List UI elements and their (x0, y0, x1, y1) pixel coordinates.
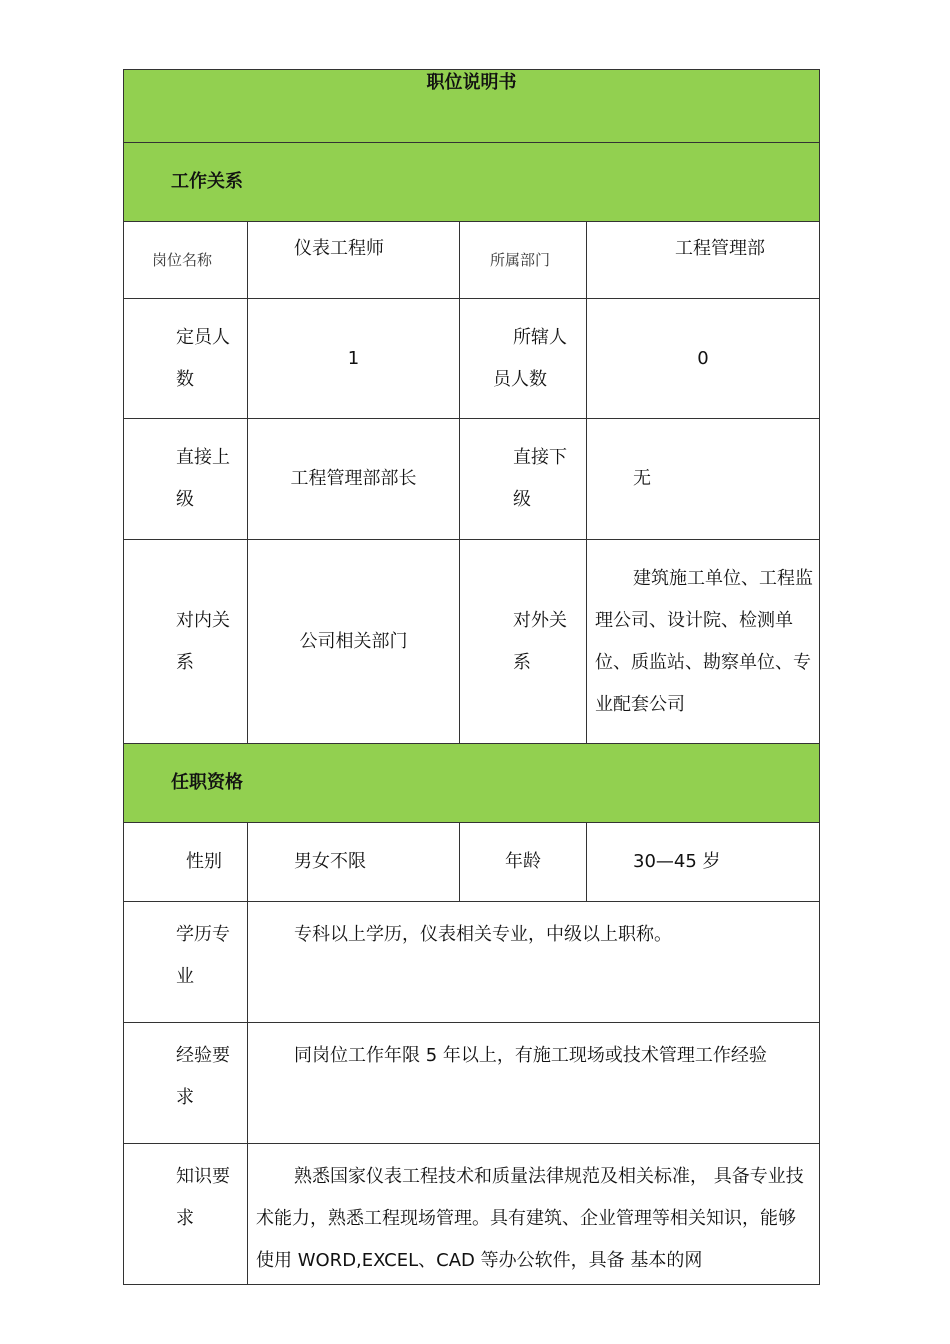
headcount-label: 定员人数 (124, 299, 248, 419)
experience-label: 经验要求 (124, 1023, 248, 1144)
document-title-cell (124, 70, 820, 143)
subordinates-value: 0 (587, 299, 820, 419)
knowledge-cell (248, 1144, 820, 1285)
external-relations-value: 建筑施工单位、工程监理公司、设计院、检测单位、质监站、勘察单位、专业配套公司 (595, 567, 813, 715)
gender-value: 男女不限 (248, 823, 460, 902)
education-value: 专科以上学历，仪表相关专业，中级以上职称。 (248, 902, 820, 1023)
document-title: 职位说明书 (426, 72, 517, 93)
knowledge-clip (256, 1156, 813, 1284)
job-description-table (123, 69, 820, 1285)
superior-label: 直接上级 (124, 419, 248, 540)
section-heading-work-relations: 工作关系 (124, 143, 820, 222)
external-relations-cell (587, 540, 820, 744)
position-name-value: 仪表工程师 (248, 222, 460, 299)
department-value: 工程管理部 (587, 222, 820, 299)
internal-relations-label: 对内关系 (124, 540, 248, 744)
external-relations-label: 对外关系 (460, 540, 587, 744)
section-heading-qualifications: 任职资格 (124, 744, 820, 823)
headcount-value: 1 (248, 299, 460, 419)
superior-value: 工程管理部部长 (248, 419, 460, 540)
knowledge-value: 熟悉国家仪表工程技术和质量法律规范及相关标准， 具备专业技术能力，熟悉工程现场管理。具有建筑、企业管理等相关知识，能够使用 WORD,EXCEL、CAD 等办公软件，具备 基本的网 (256, 1166, 804, 1271)
internal-relations-value: 公司相关部门 (248, 540, 460, 744)
education-label: 学历专业 (124, 902, 248, 1023)
department-label: 所属部门 (460, 222, 587, 299)
position-name-label: 岗位名称 (124, 222, 248, 299)
direct-report-label: 直接下级 (460, 419, 587, 540)
age-value: 30—45 岁 (587, 823, 820, 902)
gender-label: 性别 (124, 823, 248, 902)
age-label: 年龄 (460, 823, 587, 902)
knowledge-label: 知识要求 (124, 1144, 248, 1285)
direct-report-value: 无 (587, 419, 820, 540)
subordinates-label: 所辖人员人数 (460, 299, 587, 419)
experience-value: 同岗位工作年限 5 年以上，有施工现场或技术管理工作经验 (248, 1023, 820, 1144)
